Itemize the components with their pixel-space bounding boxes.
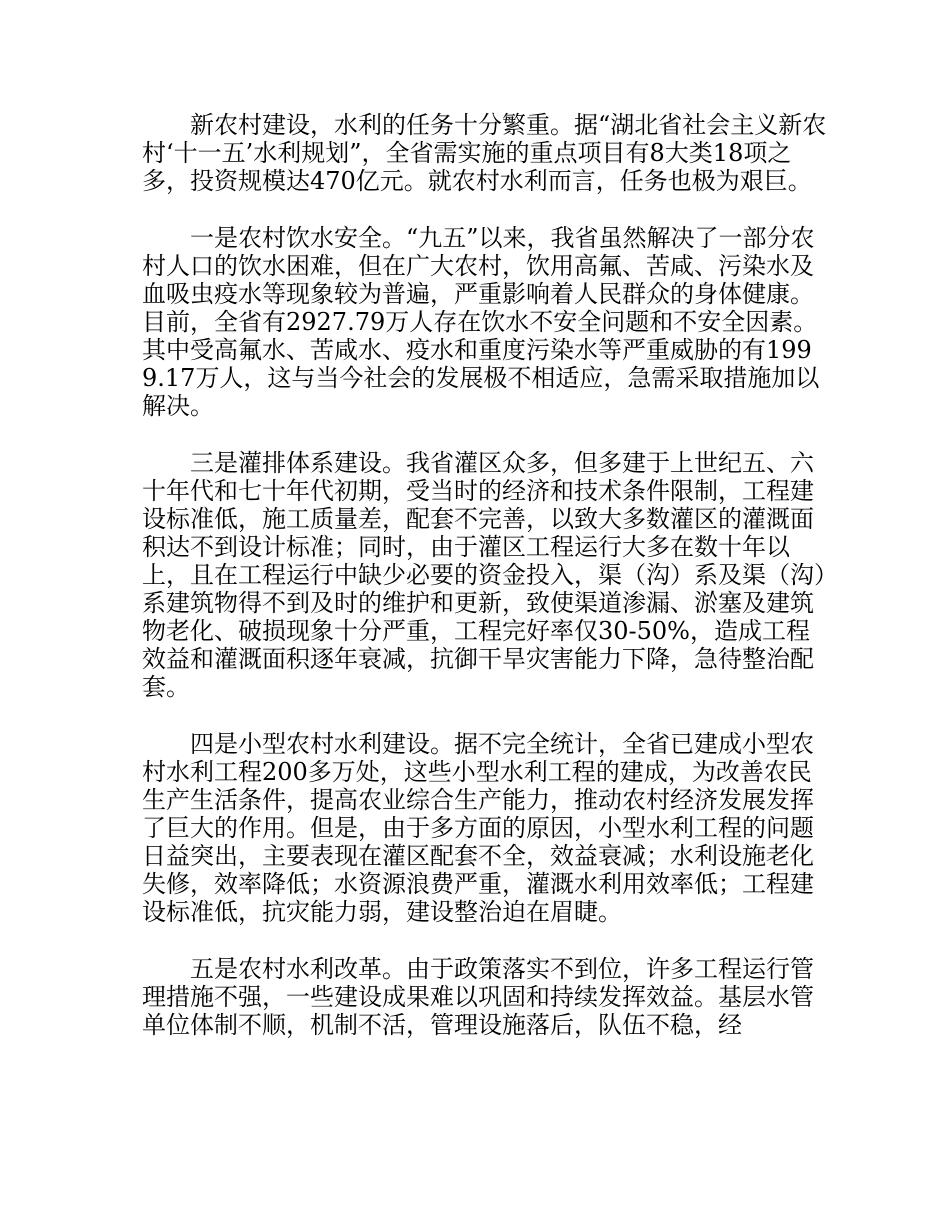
paragraph-intro: 新农村建设，水利的任务十分繁重。据“湖北省社会主义新农村‘十一五’水利规划”，全省需实施的重点项目有8大类18项之多，投资规模达470亿元。就农村水利而言，任务也极为艰巨。 bbox=[142, 111, 827, 195]
paragraph-small-water-conservancy: 四是小型农村水利建设。据不完全统计，全省已建成小型农村水利工程200多万处，这些小型水利工程的建成，为改善农民生产生活条件，提高农业综合生产能力，推动农村经济发展发挥了巨大的作用。但是，由于多方面的原因，小型水利工程的问题日益突出，主要表现在灌区配套不全，效益衰减；水利设施老化失修，效率降低；水资源浪费严重，灌溉水利用效率低；工程建设标准低，抗灾能力弱，建设整治迫在眉睫。 bbox=[142, 730, 814, 926]
paragraph-water-reform: 五是农村水利改革。由于政策落实不到位，许多工程运行管理措施不强，一些建设成果难以巩固和持续发挥效益。基层水管单位体制不顺，机制不活，管理设施落后，队伍不稳，经 bbox=[142, 955, 814, 1039]
paragraph-irrigation-drainage: 三是灌排体系建设。我省灌区众多，但多建于上世纪五、六十年代和七十年代初期，受当时的经济和技术条件限制，工程建设标准低，施工质量差，配套不完善，以致大多数灌区的灌溉面积达不到设计标准；同时，由于灌区工程运行大多在数十年以上，且在工程运行中缺少必要的资金投入，渠（沟）系及渠（沟）系建筑物得不到及时的维护和更新，致使渠道渗漏、淤塞及建筑物老化、破损现象十分严重，工程完好率仅30-50%，造成工程效益和灌溉面积逐年衰减，抗御干旱灾害能力下降，急待整治配套。 bbox=[142, 449, 826, 701]
paragraph-drinking-water-safety: 一是农村饮水安全。“九五”以来，我省虽然解决了一部分农村人口的饮水困难，但在广大农村，饮用高氟、苦咸、污染水及血吸虫疫水等现象较为普遍，严重影响着人民群众的身体健康。目前，全省有2927.79万人存在饮水不安全问题和不安全因素。其中受高氟水、苦咸水、疫水和重度污染水等严重威胁的有1999.17万人，这与当今社会的发展极不相适应，急需采取措施加以解决。 bbox=[142, 224, 820, 420]
document-body bbox=[142, 111, 832, 1068]
